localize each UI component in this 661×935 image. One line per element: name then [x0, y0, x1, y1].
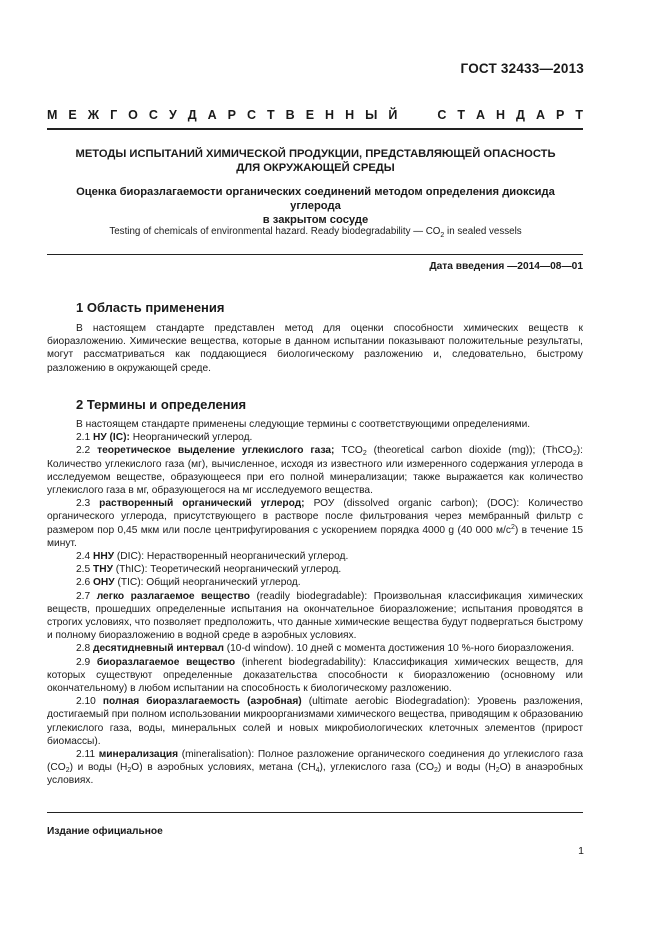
banner-letter: Н: [496, 108, 506, 122]
banner-letter: Т: [457, 108, 465, 122]
banner-letter: Р: [227, 108, 236, 122]
introduction-date: Дата введения —2014—08—01: [429, 261, 583, 272]
banner-letter: Т: [267, 108, 275, 122]
term-2-8: 2.8 десятидневный интервал (10-d window). 10 дней с момента достижения 10 %-ного биоразложения.: [76, 643, 575, 655]
banner-letter: А: [475, 108, 486, 122]
banner-letter: Т: [575, 108, 583, 122]
title-line: ДЛЯ ОКРУЖАЮЩЕЙ СРЕДЫ: [236, 162, 395, 174]
banner-letter: Д: [187, 108, 197, 122]
title-line: МЕТОДЫ ИСПЫТАНИЙ ХИМИЧЕСКОЙ ПРОДУКЦИИ, ПРЕДСТАВЛЯЮЩЕЙ ОПАСНОСТЬ: [75, 148, 556, 160]
banner-letter: Д: [516, 108, 525, 122]
banner-letter: А: [535, 108, 545, 122]
banner-letter: Ы: [365, 108, 378, 122]
term-2-2: 2.2 теоретическое выделение углекислого газа; $TCO_2$ (theoretical carbon dioxide (mg)); (ThCO$_2$): Количество углекислого газа (мг), вычисленное, исходя из известного или измеренного содержания углерода в исследуемом веществе, образующееся при его полной минерализации; также выражается как количество углекислого газа в мг, образующегося на мг исследуемого вещества.: [47, 445, 583, 497]
term-2-6: 2.6 ОНУ (TIC): Общий неорганический углерод.: [76, 577, 301, 589]
term-2-10: 2.10 полная биоразлагаемость (аэробная) (ultimate aerobic Biodegradation): Уровень разложения, достигаемый при полном использовании микроорганизмами химического вещества, приводящим к образованию углекислого газа, воды, минеральных солей и новых микробиологических клеточных элементов (прирост биомассы).: [47, 696, 583, 747]
section-1-heading: 1 Область применения: [76, 300, 225, 315]
term-2-1: 2.1 НУ (IC): Неорганический углерод.: [76, 432, 253, 444]
banner-letter: О: [128, 108, 138, 122]
banner-letter: Н: [345, 108, 355, 122]
banner-letter: С: [437, 108, 447, 122]
banner-letter: Р: [555, 108, 565, 122]
interstate-standard-banner: [47, 108, 583, 122]
standard-number: ГОСТ 32433—2013: [460, 61, 584, 76]
section-2-heading: 2 Термины и определения: [76, 397, 247, 412]
banner-letter: У: [168, 108, 177, 122]
paragraph: В настоящем стандарте представлен метод для оценки способности химических веществ к биоразложению. Химические вещества, которые в данном испытании показывают положительные результаты, могут рассматриваться как поддающиеся биологическому разложению и, следовательно, быстрому разложению в окружающей среде.: [47, 323, 583, 374]
term-2-4: 2.4 ННУ (DIC): Нерастворенный неорганический углерод.: [76, 551, 349, 563]
document-title: [60, 147, 571, 175]
banner-letter: [423, 108, 426, 122]
header-rule: [47, 128, 583, 130]
banner-letter: С: [247, 108, 257, 122]
term-2-9: 2.9 биоразлагаемое вещество (inherent biodegradability): Классификация химических веществ, для которых существуют определенные доказательства способности к биоразложению (основному или окончательному) в любом испытании на способность к биологическому разложению.: [47, 656, 583, 695]
title-rule: [47, 254, 583, 255]
document-subtitle: [60, 185, 571, 227]
term-2-3: 2.3 растворенный органический углерод; РОУ (dissolved organic carbon); (DOC): Количество органического углерода, присутствующего в растворе после фильтрования через мембранный фильтр с размером пор 0,45 мкм или после центрифугирования с ускорением порядка 4000 g (40 000 $м/с^2$) в течение 15 минут.: [47, 498, 583, 549]
banner-letter: М: [47, 108, 58, 122]
term-2-5: 2.5 ТНУ (ThIC): Теоретический неорганический углерод.: [76, 564, 342, 576]
edition-label: Издание официальное: [47, 826, 163, 837]
banner-letter: Е: [68, 108, 77, 122]
banner-letter: А: [207, 108, 217, 122]
banner-letter: Ж: [87, 108, 100, 122]
section-2-body: [47, 418, 583, 788]
banner-letter: Й: [388, 108, 398, 122]
page-number: 1: [578, 845, 584, 857]
banner-letter: С: [148, 108, 158, 122]
subtitle-line: в закрытом сосуде: [262, 214, 369, 226]
banner-letter: Е: [305, 108, 315, 122]
english-title: Testing of chemicals of environmental hazard. Ready biodegradability — $CO_2$ in sealed vessels: [109, 226, 522, 239]
banner-letter: Н: [325, 108, 335, 122]
footer-rule: [47, 812, 583, 813]
term-2-7: 2.7 легко разлагаемое вещество (readily biodegradable): Произвольная классификация химических веществ, прошедших определенные испытания на окончательное биоразложение; испытания проводятся в строгих условиях, что позволяет предположить, что данные химические вещества будут подвергаться быстрому и полному биоразложению в водной среде в аэробных условиях.: [47, 590, 583, 642]
paragraph: В настоящем стандарте применены следующие термины с соответствующими определениями.: [76, 419, 531, 430]
banner-letter: Г: [110, 108, 118, 122]
banner-letter: [408, 108, 411, 122]
subtitle-line: Оценка биоразлагаемости органических соединений методом определения диоксида углерода: [76, 186, 555, 212]
term-2-11: 2.11 минерализация (mineralisation): Полное разложение органического соединения до углекислого газа $(CO_2)$ и воды $(H_2O)$ в аэробных условиях, метана $(CH_4)$, углекислого газа $(CO_2)$ и воды $(H_2O)$ в анаэробных условиях.: [47, 749, 584, 787]
banner-letter: В: [285, 108, 295, 122]
section-1-body: [47, 322, 583, 375]
